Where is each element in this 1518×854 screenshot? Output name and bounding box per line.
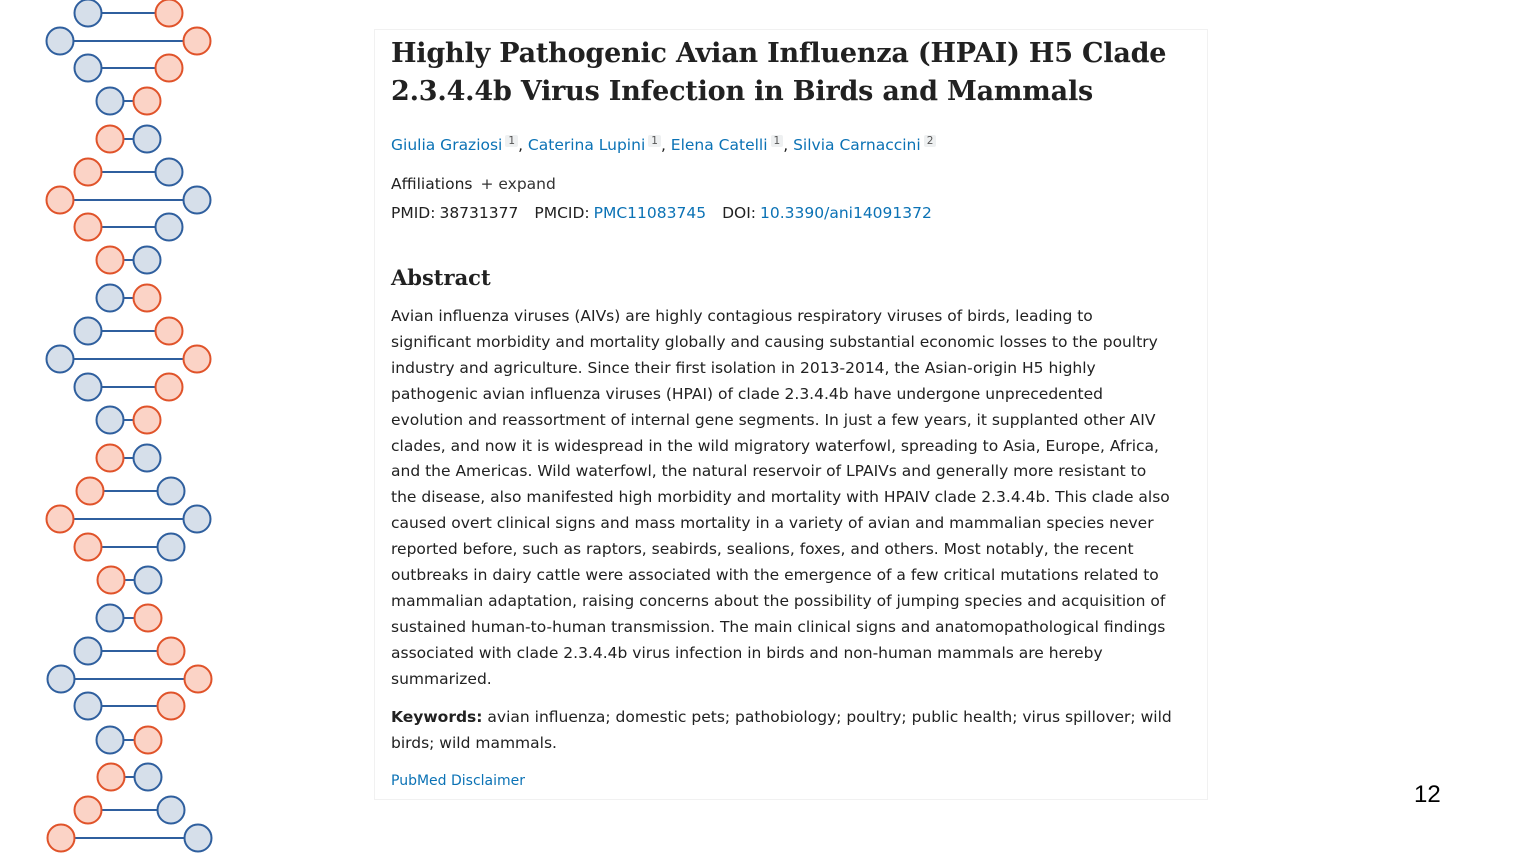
dna-node (135, 605, 162, 632)
dna-node (75, 0, 102, 27)
author-separator: , (518, 136, 528, 154)
dna-node (134, 407, 161, 434)
dna-node (97, 247, 124, 274)
abstract-text (391, 304, 1181, 693)
dna-node (134, 247, 161, 274)
pmcid-link[interactable]: PMC11083745 (593, 204, 707, 222)
dna-node (134, 445, 161, 472)
dna-node (77, 478, 104, 505)
article-card (374, 29, 1208, 800)
dna-node (75, 159, 102, 186)
dna-node (185, 825, 212, 852)
abstract-line: caused overt clinical signs and mass mortality in a variety of avian and mammalian species never (391, 514, 1154, 533)
dna-node (184, 28, 211, 55)
dna-node (156, 0, 183, 27)
author-separator: , (783, 136, 794, 154)
author-link[interactable]: Caterina Lupini (527, 136, 646, 154)
dna-node (158, 797, 185, 824)
dna-node (97, 727, 124, 754)
dna-node (134, 285, 161, 312)
doi-link[interactable]: 10.3390/ani14091372 (760, 204, 932, 222)
dna-node (158, 638, 185, 665)
dna-node (156, 55, 183, 82)
pmid-value: 38731377 (439, 204, 519, 222)
pmid-label: PMID: (391, 204, 436, 222)
identifiers-row (391, 202, 932, 224)
dna-node (134, 126, 161, 153)
dna-node (75, 55, 102, 82)
article-title-line1: Highly Pathogenic Avian Influenza (HPAI) H5 Clade (391, 38, 1167, 69)
dna-node (156, 214, 183, 241)
dna-node (158, 478, 185, 505)
keywords-text-1: avian influenza; domestic pets; pathobiology; poultry; public health; virus spillover; wild (482, 708, 1172, 726)
dna-node (98, 764, 125, 791)
dna-node (156, 374, 183, 401)
dna-node (75, 797, 102, 824)
dna-node (47, 346, 74, 373)
author-link[interactable]: Giulia Graziosi (391, 136, 503, 154)
dna-node (184, 187, 211, 214)
author-list (391, 134, 1181, 156)
author-separator: , (660, 136, 671, 154)
abstract-line: reported before, such as raptors, seabirds, sealions, foxes, and others. Most notably, the recent (391, 540, 1134, 559)
abstract-line: associated with clade 2.3.4.4b virus infection in birds and non-human mammals are hereby (391, 643, 1103, 662)
pubmed-disclaimer-link[interactable]: PubMed Disclaimer (391, 773, 526, 789)
dna-node (97, 285, 124, 312)
dna-node (75, 534, 102, 561)
article-title-line2: 2.3.4.4b Virus Infection in Birds and Mammals (391, 76, 1094, 107)
keywords-text-2: birds; wild mammals. (391, 733, 557, 752)
abstract-line: and the Americas. Wild waterfowl, the natural reservoir of LPAIVs and generally more resistant to (391, 462, 1147, 481)
affiliation-marker[interactable]: 1 (505, 135, 518, 147)
dna-node (135, 764, 162, 791)
abstract-line: the disease, also manifested high morbidity and mortality with HPAIV clade 2.3.4.4b. This clade also (391, 488, 1170, 507)
abstract-line: evolution and reassortment of internal gene segments. In just a few years, it supplanted other AIV (391, 410, 1156, 429)
affiliations-row (391, 173, 556, 195)
abstract-line: clades, and now it is widespread in the wild migratory waterfowl, spreading to Asia, Europe, Africa, (391, 436, 1159, 455)
dna-node (156, 318, 183, 345)
abstract-line: outbreaks in dairy cattle were associated with the emergence of a few critical mutations related to (391, 566, 1159, 585)
dna-helix-decoration (0, 0, 240, 854)
dna-node (75, 638, 102, 665)
dna-node (97, 605, 124, 632)
abstract-line: industry and agriculture. Since their first isolation in 2013-2014, the Asian-origin H5 highly (391, 358, 1096, 377)
dna-node (47, 28, 74, 55)
dna-node (156, 159, 183, 186)
keywords-label: Keywords: (391, 708, 483, 726)
affiliation-marker[interactable]: 2 (924, 135, 937, 147)
dna-node (75, 693, 102, 720)
abstract-line: sustained human-to-human transmission. The main clinical signs and anatomopathological findings (391, 617, 1166, 636)
dna-node (184, 506, 211, 533)
abstract-line: pathogenic avian influenza viruses (HPAI) of clade 2.3.4.4b have undergone unprecedented (391, 384, 1103, 403)
pmcid-label: PMCID: (534, 204, 590, 222)
dna-node (185, 666, 212, 693)
dna-node (75, 318, 102, 345)
affiliation-marker[interactable]: 1 (771, 135, 784, 147)
affiliations-label: Affiliations (391, 175, 473, 193)
affiliations-expand-button[interactable]: + expand (480, 175, 556, 193)
abstract-heading: Abstract (391, 265, 491, 290)
abstract-line: Avian influenza viruses (AIVs) are highly contagious respiratory viruses of birds, leading to (391, 307, 1093, 325)
author-link[interactable]: Elena Catelli (670, 136, 768, 154)
dna-node (47, 187, 74, 214)
abstract-line: summarized. (391, 669, 492, 688)
dna-node (184, 346, 211, 373)
dna-node (98, 567, 125, 594)
dna-node (134, 88, 161, 115)
dna-node (135, 727, 162, 754)
dna-node (97, 445, 124, 472)
affiliation-marker[interactable]: 1 (648, 135, 661, 147)
dna-node (75, 374, 102, 401)
abstract-line: significant morbidity and mortality globally and causing substantial economic losses to the poultry (391, 332, 1158, 351)
dna-node (158, 534, 185, 561)
dna-node (75, 214, 102, 241)
dna-node (97, 88, 124, 115)
dna-node (48, 825, 75, 852)
dna-node (97, 126, 124, 153)
keywords-line1 (391, 705, 1181, 731)
keywords (391, 705, 1181, 757)
dna-node (47, 506, 74, 533)
abstract-line: mammalian adaptation, raising concerns about the possibility of jumping species and acquisition of (391, 591, 1166, 610)
dna-node (135, 567, 162, 594)
dna-node (158, 693, 185, 720)
article-title (391, 35, 1181, 111)
doi-label: DOI: (722, 204, 757, 222)
dna-node (48, 666, 75, 693)
dna-node (97, 407, 124, 434)
slide-page-number: 12 (1414, 781, 1441, 808)
author-link[interactable]: Silvia Carnaccini (793, 136, 921, 154)
